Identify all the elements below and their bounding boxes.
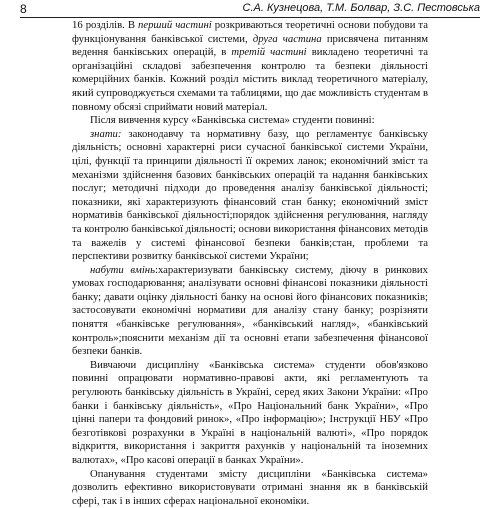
italic-term: перший частині bbox=[138, 19, 212, 31]
text-run: Після вивчення курсу «Банківська система» студенти повинні: bbox=[90, 114, 375, 127]
italic-term: знати: bbox=[90, 127, 122, 140]
text-run: законодавчу та нормативну базу, що регламентує банківську діяльність; основні характерні риси сучасної банківської системи України, цілі, функції та принципи діяльності її окремих ланок; економічний зміст та механізми здійснення базових банківських операцій та надання банківських послуг; методичні підходи до проведення аналізу банківської діяльності; показники, які характеризують фінансовий стан банку; економічний зміст нормативів банківської діяльності;порядок здійснення регулювання, нагляду та контролю банківської діяльності; основи використання фінансових методів та важелів у системі фінансової безпеки банків;стан, проблеми та перспективи розвитку банківської системи України; bbox=[72, 127, 428, 263]
italic-term: третій частині bbox=[231, 46, 307, 59]
document-body bbox=[72, 19, 428, 508]
italic-term: друга частина bbox=[252, 32, 322, 45]
body-paragraph bbox=[72, 468, 428, 508]
header-rule bbox=[20, 17, 480, 18]
body-paragraph bbox=[72, 114, 428, 128]
page-header bbox=[20, 2, 480, 18]
body-paragraph bbox=[72, 19, 428, 114]
page-number: 8 bbox=[20, 2, 27, 16]
text-run: Вивчаючи дисципліну «Банківська система» студенти обов'язково повинні опрацювати нормативно-правові акти, які регламентують та регулюють банківську діяльність в Україні, серед яких Закони України: «Про банки і банківську діяльність», «Про Національний банк України», «Про цінні папери та фондовий ринок», «Про інформацію»; Інструкції НБУ «Про безготівкові розрахунки в Україні в національній валюті», «Про порядок відкриття, використання і закриття рахунків у національній та іноземних валютах», «Про касові операції в банках України». bbox=[72, 358, 428, 466]
text-run: викладено теоретичні та організаційні складові забезпечення контролю та безпеки діяльності комерційних банків. Кожний розділ містить виклад теоретичного матеріалу, який супроводжується схемами та таблицями, що дає можливість студентам в повному обсязі сприймати новий матеріал. bbox=[72, 46, 429, 113]
text-run: присвячена питанням ведення банківських операцій, в bbox=[72, 32, 428, 59]
italic-term: набути вмінь bbox=[90, 263, 155, 276]
running-header-authors: С.А. Кузнецова, Т.М. Болвар, З.С. Пестовська bbox=[242, 2, 480, 14]
body-paragraph bbox=[72, 128, 428, 264]
text-run: Опанування студентами змісту дисципліни «Банківська система» дозволить ефективно використовувати отримані знання як в банківській сфері, так і в інших сферах національної економіки. bbox=[72, 467, 428, 507]
body-paragraph bbox=[72, 264, 428, 359]
text-run: 16 розділів. В bbox=[72, 19, 138, 31]
text-run: розкриваються теоретичні основи побудови та функціонування банківської системи, bbox=[72, 19, 428, 45]
body-paragraph bbox=[72, 359, 428, 468]
text-run: :характеризувати банківську систему, діючу в ринкових умовах господарювання; аналізувати основні фінансові показники діяльності банку; давати оцінку діяльності банку на основі його фінансових показників; застосовувати економічні нормативи для аналізу стану банку; розрізняти поняття «банківське регулювання», «банківський нагляд», «банківський контроль»;пояснити механізм дії та основні етапи забезпечення фінансової безпеки банків. bbox=[72, 263, 428, 358]
